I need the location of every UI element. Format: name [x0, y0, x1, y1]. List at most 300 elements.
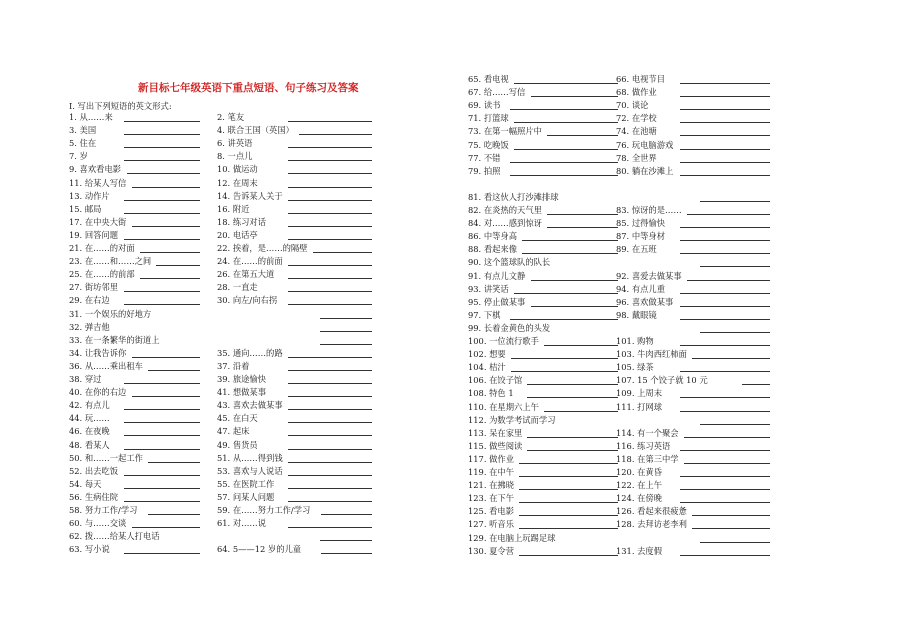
answer-blank[interactable] — [680, 489, 770, 490]
answer-blank[interactable] — [320, 331, 372, 332]
section-instruction: Ⅰ. 写出下列短语的英文形式: — [69, 101, 172, 111]
exercise-item — [69, 374, 101, 384]
exercise-item — [69, 440, 110, 450]
answer-blank[interactable] — [680, 253, 770, 254]
item-prompt: 读书 — [481, 100, 501, 111]
answer-blank[interactable] — [124, 383, 200, 384]
item-prompt: 全世界 — [629, 152, 657, 163]
exercise-item — [468, 375, 522, 385]
answer-blank[interactable] — [132, 357, 201, 358]
answer-blank[interactable] — [288, 435, 372, 436]
exercise-item — [69, 191, 110, 201]
exercise-item — [217, 230, 258, 240]
item-prompt: 在中午 — [486, 467, 515, 477]
item-number: 10. — [217, 164, 231, 175]
answer-blank[interactable] — [680, 96, 770, 97]
answer-blank[interactable] — [519, 515, 618, 516]
item-prompt: 特色 1 — [486, 388, 514, 399]
item-prompt: 一直走 — [230, 282, 258, 293]
item-number: 128. — [616, 519, 635, 530]
exercise-item — [468, 218, 542, 228]
item-number: 68. — [616, 87, 630, 98]
item-prompt: 在周末 — [230, 177, 258, 188]
answer-blank[interactable] — [692, 515, 770, 516]
answer-blank[interactable] — [288, 278, 372, 279]
item-prompt: 弹吉他 — [82, 321, 110, 332]
answer-blank[interactable] — [124, 121, 200, 122]
answer-blank[interactable] — [519, 489, 618, 490]
item-prompt: 生病住院 — [82, 491, 119, 502]
exercise-item — [217, 479, 274, 489]
item-prompt: 给某人写信 — [82, 177, 127, 188]
answer-blank[interactable] — [288, 147, 372, 148]
answer-blank[interactable] — [680, 240, 770, 241]
item-prompt: 牛肉西红柿面 — [634, 349, 687, 360]
item-prompt: 去度假 — [634, 545, 663, 556]
answer-blank[interactable] — [514, 293, 618, 294]
item-number: 129. — [468, 532, 487, 543]
answer-blank[interactable] — [547, 214, 618, 215]
answer-blank[interactable] — [288, 396, 372, 397]
answer-blank[interactable] — [680, 122, 770, 123]
answer-blank[interactable] — [514, 83, 618, 84]
item-number: 56. — [69, 491, 83, 502]
item-prompt: 在……努力工作/学习 — [230, 505, 311, 515]
answer-blank[interactable] — [680, 345, 770, 346]
answer-blank[interactable] — [680, 227, 770, 228]
item-prompt: 在右边 — [82, 295, 110, 306]
item-number: 29. — [69, 295, 83, 306]
answer-blank[interactable] — [148, 514, 200, 515]
answer-blank[interactable] — [320, 344, 372, 345]
item-prompt: 呆在家里 — [486, 427, 523, 438]
answer-blank[interactable] — [519, 528, 618, 529]
answer-blank[interactable] — [692, 528, 770, 529]
item-prompt: 向左/向右拐 — [230, 295, 278, 306]
item-number: 120. — [616, 467, 635, 477]
exercise-item — [217, 125, 294, 135]
exercise-item — [217, 466, 283, 476]
item-number: 20. — [217, 229, 231, 240]
exercise-item — [616, 126, 657, 136]
answer-blank[interactable] — [320, 318, 372, 319]
item-number: 77. — [468, 152, 482, 163]
item-prompt: 在下午 — [486, 493, 515, 504]
answer-blank[interactable] — [527, 397, 618, 398]
answer-blank[interactable] — [124, 213, 200, 214]
exercise-item — [468, 310, 500, 320]
item-prompt: 做作业 — [629, 87, 657, 98]
item-prompt: 起床 — [230, 426, 250, 437]
item-prompt: 旅途愉快 — [230, 374, 267, 384]
answer-blank[interactable] — [320, 540, 372, 541]
exercise-item — [69, 505, 137, 515]
answer-blank[interactable] — [511, 371, 618, 372]
item-number: 95. — [468, 296, 482, 307]
exercise-item — [69, 400, 110, 410]
item-prompt: 一个娱乐的好地方 — [82, 308, 152, 319]
exercise-item — [69, 361, 143, 371]
item-prompt: 在第五大道 — [230, 269, 275, 280]
item-prompt: 过得愉快 — [629, 218, 666, 229]
exercise-item — [616, 467, 662, 477]
answer-blank[interactable] — [132, 396, 201, 397]
answer-blank[interactable] — [124, 291, 200, 292]
answer-blank[interactable] — [531, 280, 619, 281]
item-number: 37. — [217, 360, 231, 371]
answer-blank[interactable] — [156, 265, 200, 266]
answer-blank[interactable] — [684, 463, 771, 464]
exercise-item — [69, 138, 96, 148]
answer-blank[interactable] — [680, 293, 770, 294]
answer-blank[interactable] — [680, 397, 770, 398]
item-prompt: 夏令营 — [486, 545, 515, 556]
exercise-item — [468, 362, 506, 372]
answer-blank[interactable] — [519, 463, 618, 464]
exercise-item — [69, 230, 118, 240]
item-number: 44. — [69, 413, 83, 424]
item-prompt: 电话亭 — [230, 229, 258, 240]
answer-blank[interactable] — [124, 422, 200, 423]
item-number: 90. — [468, 257, 482, 268]
exercise-item — [468, 284, 509, 294]
exercise-item — [217, 440, 258, 450]
answer-blank[interactable] — [140, 278, 200, 279]
answer-blank[interactable] — [687, 214, 770, 215]
answer-blank[interactable] — [544, 411, 618, 412]
answer-blank[interactable] — [321, 514, 372, 515]
answer-blank[interactable] — [288, 475, 372, 476]
answer-blank[interactable] — [692, 358, 770, 359]
item-number: 98. — [616, 309, 630, 320]
exercise-item — [616, 205, 682, 215]
exercise-item — [217, 387, 266, 397]
answer-blank[interactable] — [510, 162, 618, 163]
exercise-item — [616, 454, 679, 464]
item-number: 106. — [468, 375, 487, 386]
item-number: 26. — [217, 269, 231, 280]
exercise-item — [217, 164, 258, 174]
answer-blank[interactable] — [124, 304, 200, 305]
answer-blank[interactable] — [124, 449, 200, 450]
answer-blank[interactable] — [680, 555, 770, 556]
item-prompt: 在一条繁华的街道上 — [82, 334, 160, 345]
exercise-item — [616, 153, 657, 163]
answer-blank[interactable] — [700, 424, 770, 425]
answer-blank[interactable] — [288, 422, 372, 423]
item-number: 93. — [468, 283, 482, 294]
exercise-item — [69, 466, 118, 476]
exercise-item — [468, 323, 550, 333]
item-prompt: 对……感到惊讶 — [481, 218, 542, 229]
answer-blank[interactable] — [124, 200, 200, 201]
answer-blank[interactable] — [547, 227, 618, 228]
answer-blank[interactable] — [680, 319, 770, 320]
item-number: 74. — [616, 126, 630, 137]
exercise-item — [616, 336, 654, 346]
item-number: 80. — [616, 165, 630, 176]
answer-blank[interactable] — [527, 450, 618, 451]
exercise-item — [69, 492, 118, 502]
item-prompt: 中等身材 — [629, 231, 666, 242]
exercise-item — [217, 112, 244, 122]
item-number: 82. — [468, 205, 482, 215]
answer-blank[interactable] — [124, 147, 200, 148]
answer-blank[interactable] — [680, 371, 770, 372]
answer-blank[interactable] — [288, 357, 372, 358]
exercise-item — [616, 244, 657, 254]
item-prompt: 一位流行歌手 — [486, 336, 539, 346]
answer-blank[interactable] — [288, 449, 372, 450]
exercise-item — [217, 282, 258, 292]
answer-blank[interactable] — [531, 96, 619, 97]
answer-blank[interactable] — [511, 358, 618, 359]
item-number: 125. — [468, 506, 487, 517]
answer-blank[interactable] — [288, 160, 372, 161]
answer-blank[interactable] — [132, 226, 201, 227]
item-prompt: 打篮球 — [481, 113, 509, 124]
exercise-item — [217, 269, 274, 279]
exercise-item — [69, 309, 151, 319]
item-prompt: 惊讶的是…… — [629, 205, 682, 215]
item-prompt: 美国 — [76, 125, 97, 136]
answer-blank[interactable] — [124, 134, 200, 135]
item-number: 39. — [217, 374, 231, 384]
item-prompt: 对……说 — [230, 518, 267, 529]
item-prompt: 一点儿 — [224, 151, 253, 162]
exercise-item — [468, 74, 509, 84]
item-number: 3. — [69, 125, 77, 136]
answer-blank[interactable] — [680, 135, 770, 136]
answer-blank[interactable] — [680, 149, 770, 150]
item-number: 23. — [69, 256, 83, 267]
item-number: 131. — [616, 545, 635, 556]
item-number: 41. — [217, 387, 231, 398]
answer-blank[interactable] — [680, 175, 770, 176]
item-prompt: 吃晚饭 — [481, 139, 509, 150]
answer-blank[interactable] — [700, 542, 770, 543]
exercise-item — [69, 453, 143, 463]
answer-blank[interactable] — [124, 488, 200, 489]
exercise-item — [468, 467, 514, 477]
item-prompt: 去拜访老李利 — [634, 519, 687, 530]
exercise-item — [217, 151, 252, 161]
answer-blank[interactable] — [510, 175, 618, 176]
answer-blank[interactable] — [288, 527, 372, 528]
exercise-item — [616, 388, 662, 398]
exercise-item — [616, 402, 662, 412]
item-prompt: 回答问题 — [82, 229, 119, 240]
answer-blank[interactable] — [288, 291, 372, 292]
item-prompt: 在傍晚 — [634, 493, 663, 504]
answer-blank[interactable] — [288, 501, 372, 502]
answer-blank[interactable] — [680, 450, 770, 451]
item-prompt: 让我告诉你 — [82, 347, 127, 358]
item-number: 13. — [69, 190, 83, 201]
answer-blank[interactable] — [288, 409, 372, 410]
exercise-item — [616, 87, 657, 97]
answer-blank[interactable] — [288, 383, 372, 384]
item-prompt: 出去吃饭 — [82, 465, 119, 476]
answer-blank[interactable] — [522, 240, 618, 241]
answer-blank[interactable] — [547, 135, 618, 136]
answer-blank[interactable] — [299, 134, 372, 135]
item-number: 14. — [217, 190, 231, 201]
answer-blank[interactable] — [680, 476, 770, 477]
item-number: 11. — [69, 177, 83, 188]
answer-blank[interactable] — [124, 239, 200, 240]
answer-blank[interactable] — [522, 253, 618, 254]
exercise-item — [616, 349, 687, 359]
exercise-item — [217, 138, 252, 148]
item-number: 32. — [69, 321, 83, 332]
answer-blank[interactable] — [514, 122, 618, 123]
answer-blank[interactable] — [519, 555, 618, 556]
answer-blank[interactable] — [124, 553, 200, 554]
item-number: 18. — [217, 216, 231, 227]
exercise-item — [468, 349, 506, 359]
answer-blank[interactable] — [742, 384, 770, 385]
answer-blank[interactable] — [288, 187, 372, 188]
item-prompt: 从……乘出租车 — [82, 360, 143, 371]
answer-blank[interactable] — [288, 121, 372, 122]
item-number: 104. — [468, 362, 487, 373]
answer-blank[interactable] — [700, 266, 770, 267]
item-prompt: 看起来很疲惫 — [634, 506, 687, 517]
answer-blank[interactable] — [544, 345, 618, 346]
answer-blank[interactable] — [510, 319, 618, 320]
exercise-item — [468, 480, 514, 490]
answer-blank[interactable] — [124, 475, 200, 476]
answer-blank[interactable] — [288, 462, 372, 463]
item-number: 81. — [468, 191, 482, 202]
answer-blank[interactable] — [288, 173, 372, 174]
exercise-item — [468, 153, 500, 163]
answer-blank[interactable] — [531, 306, 619, 307]
answer-blank[interactable] — [288, 265, 372, 266]
exercise-item — [69, 295, 110, 305]
item-number: 108. — [468, 388, 487, 399]
exercise-item — [69, 256, 151, 266]
item-number: 31. — [69, 308, 83, 319]
answer-blank[interactable] — [680, 502, 770, 503]
item-prompt: 在……和……之间 — [82, 256, 152, 267]
answer-blank[interactable] — [288, 213, 372, 214]
exercise-item — [616, 297, 673, 307]
answer-blank[interactable] — [514, 149, 618, 150]
item-prompt: 在……的前部 — [82, 269, 135, 280]
item-number: 55. — [217, 478, 231, 489]
item-prompt: 在中央大街 — [82, 216, 127, 227]
item-number: 15. — [69, 203, 83, 214]
answer-blank[interactable] — [124, 409, 200, 410]
answer-blank[interactable] — [700, 332, 770, 333]
item-number: 115. — [468, 440, 487, 451]
exercise-item — [69, 243, 135, 253]
item-prompt: 玩电脑游戏 — [629, 139, 674, 150]
answer-blank[interactable] — [700, 201, 770, 202]
exercise-item — [217, 505, 310, 515]
item-prompt: 与……交谈 — [82, 518, 127, 529]
answer-blank[interactable] — [527, 384, 618, 385]
item-prompt: 做运动 — [230, 164, 258, 175]
answer-blank[interactable] — [519, 476, 618, 477]
item-prompt: 在第一幅照片中 — [481, 126, 542, 137]
item-number: 118. — [616, 453, 635, 464]
answer-blank[interactable] — [148, 370, 200, 371]
item-number: 24. — [217, 256, 231, 267]
answer-blank[interactable] — [132, 527, 201, 528]
exercise-item — [468, 257, 550, 267]
answer-blank[interactable] — [321, 553, 372, 554]
answer-blank[interactable] — [288, 200, 372, 201]
answer-blank[interactable] — [140, 252, 200, 253]
exercise-item — [616, 362, 654, 372]
answer-blank[interactable] — [124, 501, 200, 502]
answer-blank[interactable] — [519, 502, 618, 503]
answer-blank[interactable] — [680, 83, 770, 84]
item-number: 61. — [217, 518, 231, 529]
page-title: 新目标七年级英语下重点短语、句子练习及答案 — [138, 82, 359, 94]
answer-blank[interactable] — [288, 304, 372, 305]
answer-blank[interactable] — [680, 109, 770, 110]
item-number: 12. — [217, 177, 231, 188]
item-number: 43. — [217, 400, 231, 411]
exercise-item — [217, 361, 249, 371]
exercise-item — [468, 493, 514, 503]
item-prompt: 在第三中学 — [634, 453, 679, 464]
exercise-item — [69, 479, 101, 489]
item-number: 110. — [468, 401, 487, 412]
answer-blank[interactable] — [127, 173, 201, 174]
answer-blank[interactable] — [148, 462, 200, 463]
answer-blank[interactable] — [124, 160, 200, 161]
answer-blank[interactable] — [687, 280, 770, 281]
item-number: 30. — [217, 295, 231, 306]
answer-blank[interactable] — [288, 226, 372, 227]
answer-blank[interactable] — [680, 162, 770, 163]
exercise-item — [69, 426, 110, 436]
item-number: 70. — [616, 100, 630, 111]
answer-blank[interactable] — [288, 370, 372, 371]
answer-blank[interactable] — [680, 306, 770, 307]
answer-blank[interactable] — [132, 187, 201, 188]
item-number: 84. — [468, 218, 482, 229]
exercise-item — [217, 204, 249, 214]
exercise-item — [616, 113, 657, 123]
item-number: 72. — [616, 113, 630, 124]
item-number: 75. — [468, 139, 482, 150]
exercise-item — [69, 518, 126, 528]
item-prompt: 停止做某事 — [481, 296, 526, 307]
exercise-item — [217, 348, 283, 358]
item-prompt: 绿茶 — [634, 362, 654, 373]
answer-blank[interactable] — [510, 109, 618, 110]
exercise-item — [217, 243, 308, 253]
answer-blank[interactable] — [527, 437, 618, 438]
answer-blank[interactable] — [684, 437, 771, 438]
answer-blank[interactable] — [124, 435, 200, 436]
item-number: 16. — [217, 203, 231, 214]
exercise-item — [217, 544, 301, 554]
answer-blank[interactable] — [288, 239, 372, 240]
answer-blank[interactable] — [313, 252, 372, 253]
answer-blank[interactable] — [680, 411, 770, 412]
item-prompt: 喜爱去做某事 — [629, 270, 682, 281]
item-prompt: 通向……的路 — [230, 347, 283, 358]
answer-blank[interactable] — [288, 488, 372, 489]
item-prompt: 看某人 — [82, 439, 110, 450]
